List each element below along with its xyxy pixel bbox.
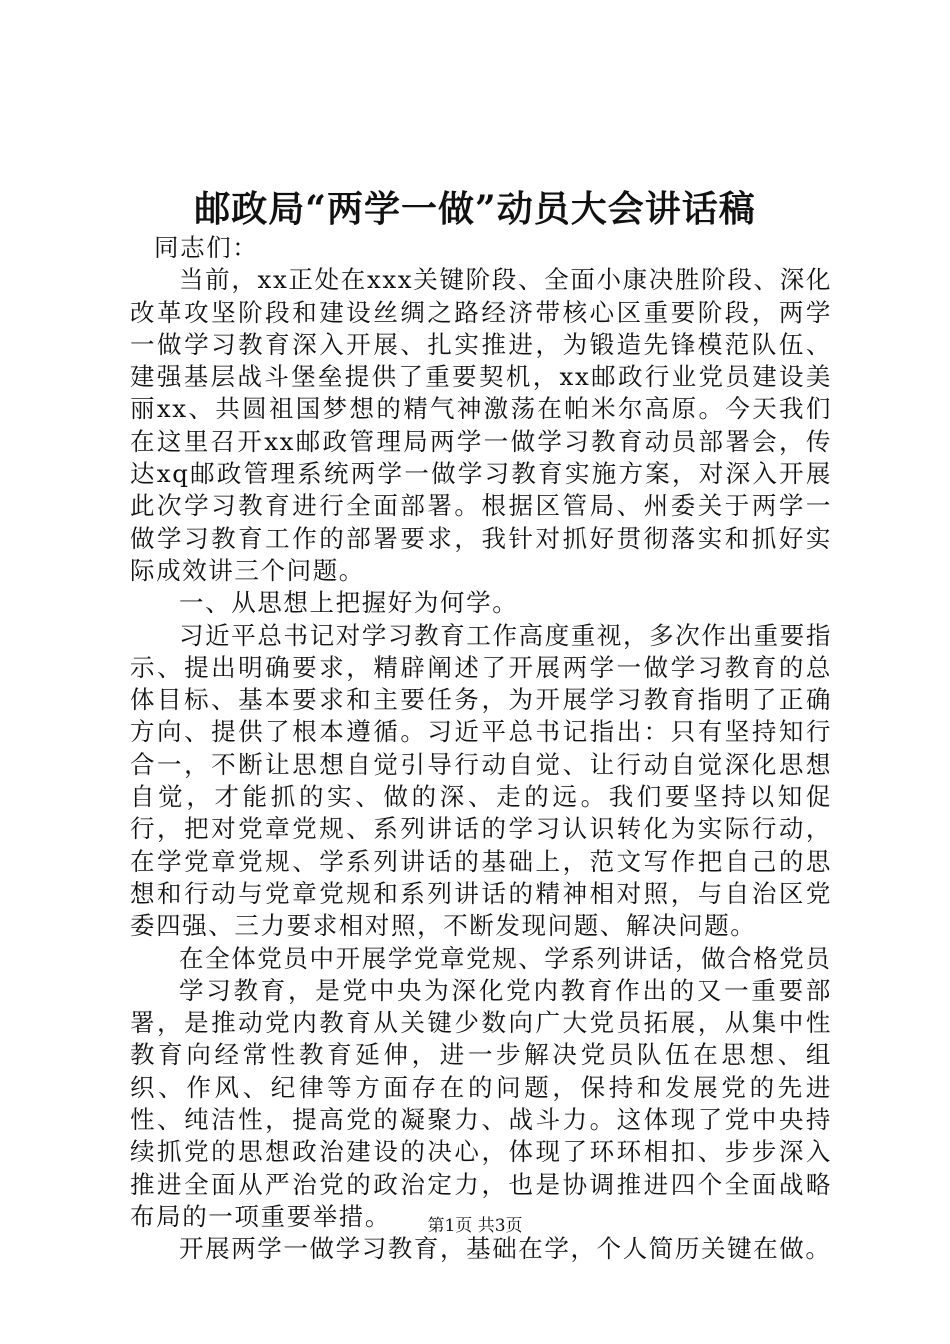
paragraph-closing: 开展两学一做学习教育，基础在学，个人简历关键在做。: [179, 1234, 832, 1264]
paragraph-section-1: 习近平总书记对学习教育工作高度重视，多次作出重要指示、提出明确要求，精辟阐述了开展两学一做学习教育的总体目标、基本要求和主要任务，为开展学习教育指明了正确方向、提供了根本遵循。习近平总书记指出：只有坚持知行合一，不断让思想自觉引导行动自觉、让行动自觉深化思想自觉，才能抓的实、做的深、走的远。我们要坚持以知促行，把对党章党规、系列讲话的学习认识转化为实际行动，在学党章党规、学系列讲话的基础上，范文写作把自己的思想和行动与党章党规和系列讲话的精神相对照，与自治区党委四强、三力要求相对照，不断发现问题、解决问题。: [130, 620, 832, 941]
section-heading-1: 一、从思想上把握好为何学。: [179, 588, 519, 618]
page-footer: 第1页 共3页: [427, 1216, 523, 1236]
salutation: 同志们：: [154, 233, 259, 262]
document-title: 邮政局“两学一做”动员大会讲话稿: [194, 188, 756, 230]
document-body: [130, 232, 832, 1266]
paragraph-study-education: 学习教育，是党中央为深化党内教育作出的又一重要部署，是推动党内教育从关键少数向广大党员拓展，从集中性教育向经常性教育延伸，进一步解决党员队伍在思想、组织、作风、纪律等方面存在的问题，保持和发展党的先进性、纯洁性，提高党的凝聚力、战斗力。这体现了党中央持续抓党的思想政治建设的决心，体现了环环相扣、步步深入推进全面从严治党的政治定力，也是协调推进四个全面战略布局的一项重要举措。: [130, 975, 832, 1231]
paragraph-line: 在全体党员中开展学党章党规、学系列讲话，做合格党员: [179, 943, 832, 973]
paragraph-intro: 当前，xx正处在xxx关键阶段、全面小康决胜阶段、深化改革攻坚阶段和建设丝绸之路经济带核心区重要阶段，两学一做学习教育深入开展、扎实推进，为锻造先锋模范队伍、建强基层战斗堡垒提供了重要契机，xx邮政行业党员建设美丽xx、共圆祖国梦想的精气神激荡在帕米尔高原。今天我们在这里召开xx邮政管理局两学一做学习教育动员部署会，传达xq邮政管理系统两学一做学习教育实施方案，对深入开展此次学习教育进行全面部署。根据区管局、州委关于两学一做学习教育工作的部署要求，我针对抓好贯彻落实和抓好实际成效讲三个问题。: [130, 265, 832, 585]
